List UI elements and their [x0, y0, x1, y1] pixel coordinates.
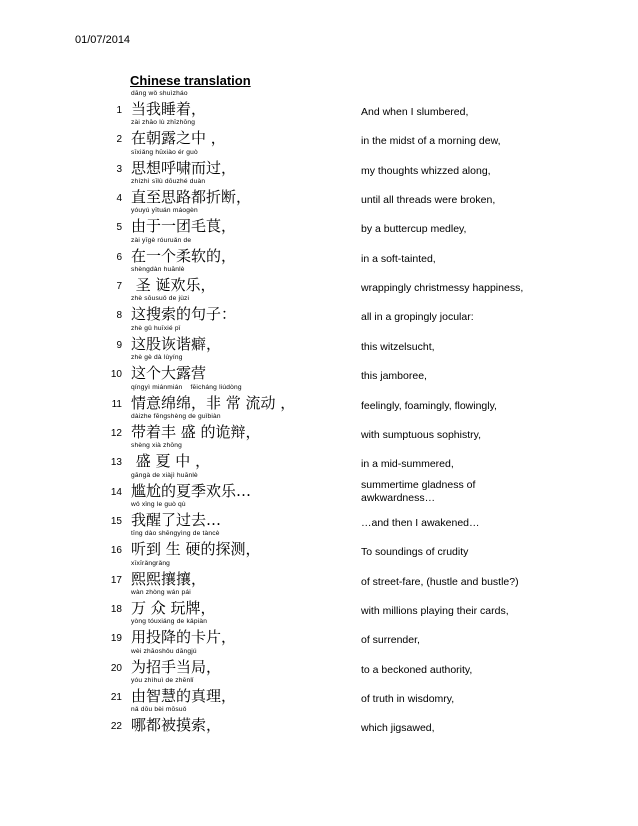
translation-line	[0, 384, 638, 413]
english-text	[361, 664, 472, 677]
english-text	[361, 429, 481, 442]
translation-line	[0, 648, 638, 677]
line-number: 3	[116, 163, 122, 175]
english-text	[361, 693, 454, 706]
english-text-line: in a soft-tainted,	[361, 252, 436, 265]
english-text-line: this jamboree,	[361, 370, 427, 383]
line-number: 14	[110, 486, 122, 498]
translation-line	[0, 442, 638, 471]
pinyin-text: wàn zhòng wán pái	[131, 588, 191, 596]
line-number: 15	[110, 515, 122, 527]
english-text-line: which jigsawed,	[361, 722, 435, 735]
line-number: 20	[110, 662, 122, 674]
english-text	[361, 106, 468, 119]
chinese-text: 用投降的卡片，	[131, 628, 237, 647]
english-text-line: to a beckoned authority,	[361, 663, 473, 676]
english-text	[361, 135, 501, 148]
line-number: 2	[116, 134, 122, 146]
pinyin-text: yóuyú yītuán máogèn	[131, 207, 198, 215]
pinyin-text: wèi zhāoshǒu dāngjú	[131, 647, 197, 655]
translation-line	[0, 706, 638, 735]
chinese-text: 尴尬的夏季欢乐…	[131, 481, 252, 500]
translation-line	[0, 266, 638, 295]
chinese-text: 熙熙攘攘，	[131, 569, 207, 588]
pinyin-text: zài yīgè róuruǎn de	[131, 236, 192, 244]
translation-line	[0, 90, 638, 119]
english-text-line: with sumptuous sophistry,	[361, 428, 482, 441]
chinese-text: 圣 诞欢乐，	[131, 276, 216, 295]
chinese-text: 盛 夏 中 ，	[131, 452, 211, 471]
line-number: 22	[110, 721, 122, 733]
line-number: 4	[116, 193, 122, 205]
chinese-text: 在一个柔软的，	[131, 246, 237, 265]
english-text	[361, 576, 519, 589]
pinyin-text: zhè gǔ huīxié pǐ	[131, 324, 181, 332]
pinyin-text: yòng tóuxiáng de kǎpiàn	[131, 618, 208, 626]
chinese-text: 在朝露之中 ，	[131, 129, 226, 148]
pinyin-text: shèngdàn huānlè	[131, 266, 185, 274]
pinyin-text: zhízhì sīlù dōuzhé duàn	[131, 178, 206, 186]
english-text-line: in the midst of a morning dew,	[361, 135, 501, 148]
translation-line	[0, 501, 638, 530]
translation-line	[0, 677, 638, 706]
pinyin-text: xīxīrǎngrǎng	[131, 559, 171, 567]
english-text-line: wrappingly christmessy happiness,	[361, 282, 524, 295]
chinese-text: 听到 生 硬的探测，	[131, 540, 261, 559]
line-number: 5	[116, 222, 122, 234]
pinyin-text: shèng xià zhōng	[131, 442, 183, 450]
pinyin-text: gāngà de xiàjì huānlè	[131, 471, 198, 479]
english-text	[361, 546, 468, 559]
chinese-text: 带着丰 盛 的诡辩，	[131, 422, 261, 441]
english-text	[361, 722, 435, 735]
english-text-line: this witzelsucht,	[361, 340, 435, 353]
english-text	[361, 311, 474, 324]
english-text-line: in a mid-summered,	[361, 458, 454, 471]
chinese-text: 哪都被摸索，	[131, 716, 222, 735]
line-number: 8	[116, 310, 122, 322]
pinyin-text: dāng wǒ shuìzháo	[131, 90, 188, 97]
chinese-text: 万 众 玩牌，	[131, 598, 216, 617]
translation-line	[0, 618, 638, 647]
english-text	[361, 341, 435, 354]
english-text-line: summertime gladness of	[361, 478, 476, 491]
english-text	[361, 282, 523, 295]
line-number: 10	[110, 369, 122, 381]
chinese-text: 由智慧的真理，	[131, 687, 237, 705]
line-number: 21	[110, 692, 122, 703]
document-date: 01/07/2014	[75, 34, 131, 46]
translation-line	[0, 149, 638, 178]
english-text-line: of surrender,	[361, 634, 420, 647]
translation-line	[0, 560, 638, 589]
english-text-line: with millions playing their cards,	[361, 604, 509, 617]
pinyin-text: tīng dào shēngyìng de tàncè	[131, 530, 220, 538]
english-text	[361, 517, 480, 530]
chinese-text: 我醒了过去…	[131, 510, 222, 529]
english-text-line: …and then I awakened…	[361, 516, 480, 529]
translation-line	[0, 325, 638, 354]
english-text	[361, 165, 491, 178]
pinyin-text: nǎ dōu bèi mōsuǒ	[131, 706, 187, 714]
pinyin-text: qíngyì miánmián fēicháng liúdòng	[131, 383, 242, 391]
english-text	[361, 194, 495, 207]
line-number: 19	[110, 633, 122, 645]
english-text	[361, 458, 454, 471]
line-number: 17	[110, 574, 122, 586]
translation-line	[0, 178, 638, 207]
pinyin-text: zài zhāo lù zhīzhōng	[131, 119, 196, 127]
line-number: 6	[116, 251, 122, 263]
chinese-text: 思想呼啸而过，	[131, 158, 237, 177]
english-text-line: awkwardness…	[361, 491, 436, 504]
chinese-text: 这搜索的句子：	[131, 305, 237, 324]
document-title: Chinese translation	[130, 73, 251, 88]
translation-line	[0, 207, 638, 236]
pinyin-text: zhè sōusuǒ de jùzi	[131, 295, 190, 303]
english-text-line: feelingly, foamingly, flowingly,	[361, 399, 497, 412]
line-number: 9	[116, 339, 122, 351]
english-text	[361, 605, 509, 618]
translation-line	[0, 354, 638, 383]
english-text	[361, 634, 420, 647]
english-text-line: all in a gropingly jocular:	[361, 311, 474, 324]
pinyin-text: wǒ xǐng le guò qù	[131, 500, 186, 508]
chinese-text: 这个大露营	[131, 364, 207, 383]
translation-line	[0, 413, 638, 442]
english-text-line: of truth in wisdomry,	[361, 693, 455, 705]
line-number: 16	[110, 545, 122, 557]
line-number: 1	[116, 105, 122, 116]
english-text	[361, 223, 466, 236]
chinese-text: 直至思路都折断，	[131, 188, 252, 207]
pinyin-text: zhè gè dà lùyíng	[131, 354, 183, 362]
line-number: 13	[110, 457, 122, 469]
english-text-line: until all threads were broken,	[361, 194, 496, 207]
english-text-line: of street-fare, (hustle and bustle?)	[361, 575, 519, 588]
translation-line	[0, 530, 638, 559]
chinese-text: 情意绵绵，非 常 流动 ，	[131, 393, 296, 412]
english-text-line: And when I slumbered,	[361, 106, 469, 118]
line-number: 7	[116, 281, 122, 293]
pinyin-text: dàizhe fēngshèng de guǐbiàn	[131, 412, 221, 420]
translation-line	[0, 295, 638, 324]
english-text-line: my thoughts whizzed along,	[361, 164, 491, 177]
translation-line	[0, 589, 638, 618]
pinyin-text: yóu zhìhuì de zhēnlǐ	[131, 677, 194, 684]
chinese-text: 这股诙谐癖，	[131, 334, 222, 353]
english-text-line: To soundings of crudity	[361, 546, 469, 559]
translation-line	[0, 237, 638, 266]
english-text	[361, 400, 497, 413]
pinyin-text: sīxiǎng hūxiào ér guò	[131, 148, 198, 156]
line-number: 18	[110, 603, 122, 615]
chinese-text: 当我睡着，	[131, 100, 207, 118]
translation-line	[0, 119, 638, 148]
chinese-text: 由于一团毛茛，	[131, 217, 237, 236]
english-text	[361, 253, 436, 266]
english-text	[361, 370, 427, 383]
line-number: 12	[110, 427, 122, 439]
english-text-line: by a buttercup medley,	[361, 223, 467, 236]
line-number: 11	[111, 398, 122, 410]
chinese-text: 为招手当局，	[131, 657, 222, 676]
